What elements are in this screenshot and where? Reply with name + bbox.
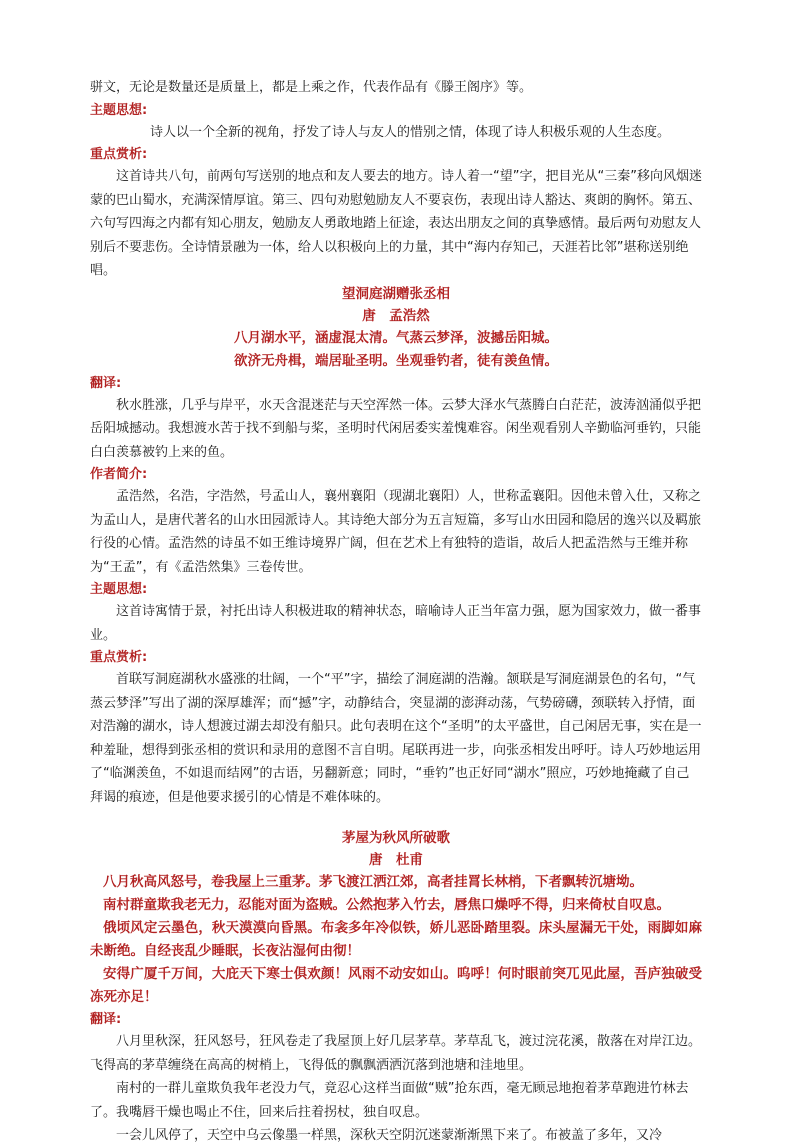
- theme-paragraph-2: 这首诗寓情于景，衬托出诗人积极进取的精神状态，暗喻诗人正当年富力强，愿为国家效力，做一番事业。: [90, 604, 702, 643]
- poem-author-maowu: 唐 杜甫: [369, 852, 423, 868]
- theme-heading-1: 主题思想:: [90, 102, 148, 118]
- intro-tail-paragraph: 骈文，无论是数量还是质量上，都是上乘之作，代表作品有《滕王阁序》等。: [90, 80, 533, 95]
- author-intro-paragraph: 孟浩然，名浩，字浩然，号孟山人，襄州襄阳（现湖北襄阳）人，世称孟襄阳。因他未曾入仕，又称之为孟山人，是唐代著名的山水田园派诗人。其诗绝大部分为五言短篇，多写山水田园和隐居的逸兴以及羁旅行役的心情。孟浩然的诗虽不如王维诗境界广阔，但在艺术上有独特的造诣，故后人把孟浩然与王维并称为“王孟”，有《孟浩然集》三卷传世。: [90, 489, 702, 575]
- theme-paragraph-1: 诗人以一个全新的视角，抒发了诗人与友人的惜别之情，体现了诗人积极乐观的人生态度。: [150, 124, 671, 140]
- poem-author-dongting: 唐 孟浩然: [362, 307, 430, 324]
- poem-stanza: 八月秋高风怒号，卷我屋上三重茅。茅飞渡江洒江郊，高者挂罥长林梢，下者飘转沉塘坳。: [103, 874, 643, 890]
- translation-paragraph-2: 秋水胜涨，几乎与岸平，水天含混迷茫与天空浑然一体。云梦大泽水气蒸腾白白茫茫，波涛汹涌似乎把岳阳城撼动。我想渡水苦于找不到船与桨，圣明时代闲居委实羞愧难容。闲坐观看别人辛勤临河垂钓，只能白白羡慕被钓上来的鱼。: [90, 397, 702, 460]
- translation-heading-2: 翻译:: [90, 375, 122, 391]
- poem-title-maowu: 茅屋为秋风所破歌: [342, 830, 450, 846]
- translation-paragraph-3: 一会儿风停了，天空中乌云像墨一样黑，深秋天空阴沉迷蒙渐渐黑下来了。布被盖了多年，又冷: [116, 1128, 663, 1143]
- poem-stanza: 俄顷风定云墨色，秋天漠漠向昏黑。布衾多年冷似铁，娇儿恶卧踏里裂。床头屋漏无干处，雨脚如麻未断绝。自经丧乱少睡眠，长夜沾湿何由彻！: [90, 920, 702, 959]
- appreciation-paragraph-1: 这首诗共八句，前两句写送别的地点和友人要去的地方。诗人着一“望”字，把目光从“三秦”移向风烟迷蒙的巴山蜀水，充满深情厚谊。第三、四句劝慰勉励友人不要哀伤，表现出诗人豁达、爽朗的胸怀。第五、六句写四海之内都有知心朋友，勉励友人勇敢地踏上征途，表达出朋友之间的真挚感情。最后两句劝慰友人别后不要悲伤。全诗情景融为一体，给人以积极向上的力量，其中“海内存知己，天涯若比邻”堪称送别绝唱。: [90, 169, 702, 278]
- author-intro-heading: 作者简介:: [90, 467, 148, 482]
- poem-title-dongting: 望洞庭湖赠张丞相: [342, 285, 450, 302]
- poem-stanza: 安得广厦千万间，大庇天下寒士俱欢颜！风雨不动安如山。呜呼！何时眼前突兀见此屋，吾庐独破受冻死亦足！: [90, 966, 702, 1005]
- appreciation-heading-2: 重点赏析:: [90, 650, 148, 665]
- appreciation-heading-1: 重点赏析:: [90, 147, 148, 162]
- poem-line: 八月湖水平，涵虚混太清。气蒸云梦泽，波撼岳阳城。: [234, 329, 558, 346]
- translation-heading-3: 翻译:: [90, 1012, 122, 1027]
- document-page: [90, 76, 702, 1148]
- appreciation-paragraph-2: 首联写洞庭湖秋水盛涨的壮阔，一个“平”字，描绘了洞庭湖的浩瀚。颔联是写洞庭湖景色的名句，“气蒸云梦泽”写出了湖的深厚雄浑；而“撼”字，动静结合，突显湖的澎湃动荡，气势磅礴，颈联转入抒情，面对浩瀚的湖水，诗人想渡过湖去却没有船只。此句表明在这个“圣明”的太平盛世，自己闲居无事，实在是一种羞耻，想得到张丞相的赏识和录用的意图不言自明。尾联再进一步，向张丞相发出呼吁。诗人巧妙地运用了“临渊羡鱼，不如退而结网”的古语，另翻新意；同时，“垂钓”也正好同“湖水”照应，巧妙地掩藏了自己拜谒的痕迹，但是他要求援引的心情是不难体味的。: [90, 672, 702, 805]
- poem-line: 欲济无舟楫，端居耻圣明。坐观垂钓者，徒有羡鱼情。: [234, 352, 558, 369]
- poem-stanza: 南村群童欺我老无力，忍能对面为盗贼。公然抱茅入竹去，唇焦口燥呼不得，归来倚杖自叹息。: [103, 897, 670, 913]
- theme-heading-2: 主题思想:: [90, 582, 148, 597]
- translation-paragraph-3: 八月里秋深，狂风怒号，狂风卷走了我屋顶上好几层茅草。茅草乱飞，渡过浣花溪，散落在对岸江边。飞得高的茅草缠绕在高高的树梢上，飞得低的飘飘洒洒沉落到池塘和洼地里。: [90, 1034, 702, 1073]
- translation-paragraph-3: 南村的一群儿童欺负我年老没力气，竟忍心这样当面做“贼”抢东西，毫无顾忌地抱着茅草跑进竹林去了。我嘴唇干燥也喝止不住，回来后拄着拐杖，独自叹息。: [90, 1081, 689, 1120]
